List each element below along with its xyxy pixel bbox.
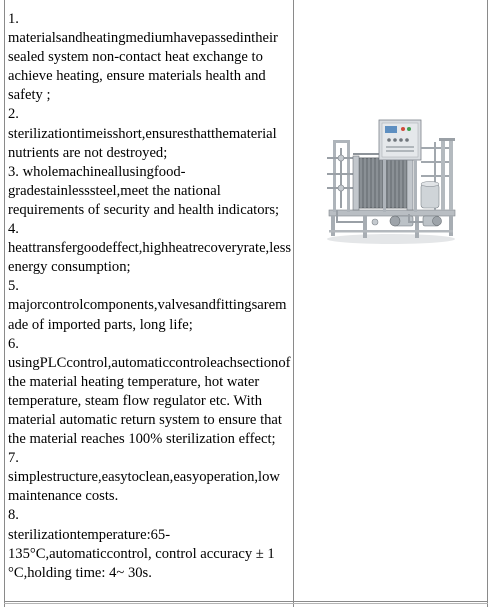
feature-number: 8. <box>8 507 19 524</box>
table-left-border <box>4 0 5 607</box>
feature-number: 4. <box>8 221 19 238</box>
feature-text: materialsandheatingmediumhavepassedintheir sealed system non-contact heat exchange to achieve heating, ensure materials health and safety ; <box>8 30 278 104</box>
feature-number: 5. <box>8 278 19 295</box>
feature-number: 2. <box>8 106 19 123</box>
table-right-border <box>487 0 488 607</box>
feature-number: 7. <box>8 450 19 467</box>
feature-number: 1. <box>8 11 19 27</box>
table-row-bottom-border <box>4 601 488 602</box>
feature-text: majorcontrolcomponents,valvesandfittingsaremade of imported parts, long life; <box>8 297 287 333</box>
feature-text: sterilizationtemperature:65-135°C,automaticcontrol, control accuracy ± 1 °C,holding time: 4~ 30s. <box>8 526 275 581</box>
feature-number: 6. <box>8 335 19 352</box>
table-row-bottom-border-inner <box>4 603 488 604</box>
feature-text: usingPLCcontrol,automaticcontroleachsectionofthe material heating temperature, hot water temperature, steam flow regulator etc. With material automatic return system to ensure that the material reaches 100% sterilization effect; <box>8 354 291 448</box>
product-image-cell <box>293 0 487 600</box>
sterilizer-machine-image <box>323 118 459 246</box>
feature-text: simplestructure,easytoclean,easyoperation,low maintenance costs. <box>8 469 280 505</box>
feature-number: 3. <box>8 163 19 180</box>
feature-line <box>8 163 292 239</box>
feature-list <box>8 10 292 583</box>
feature-text: wholemachineallusingfood-gradestainlesssteel,meet the national requirements of security and health indicators; <box>8 163 280 218</box>
feature-text: heattransfergoodeffect,highheatrecoveryrate,less energy consumption; <box>8 240 292 276</box>
feature-text: sterilizationtimeisshort,ensuresthatthematerial nutrients are not destroyed; <box>8 125 277 161</box>
